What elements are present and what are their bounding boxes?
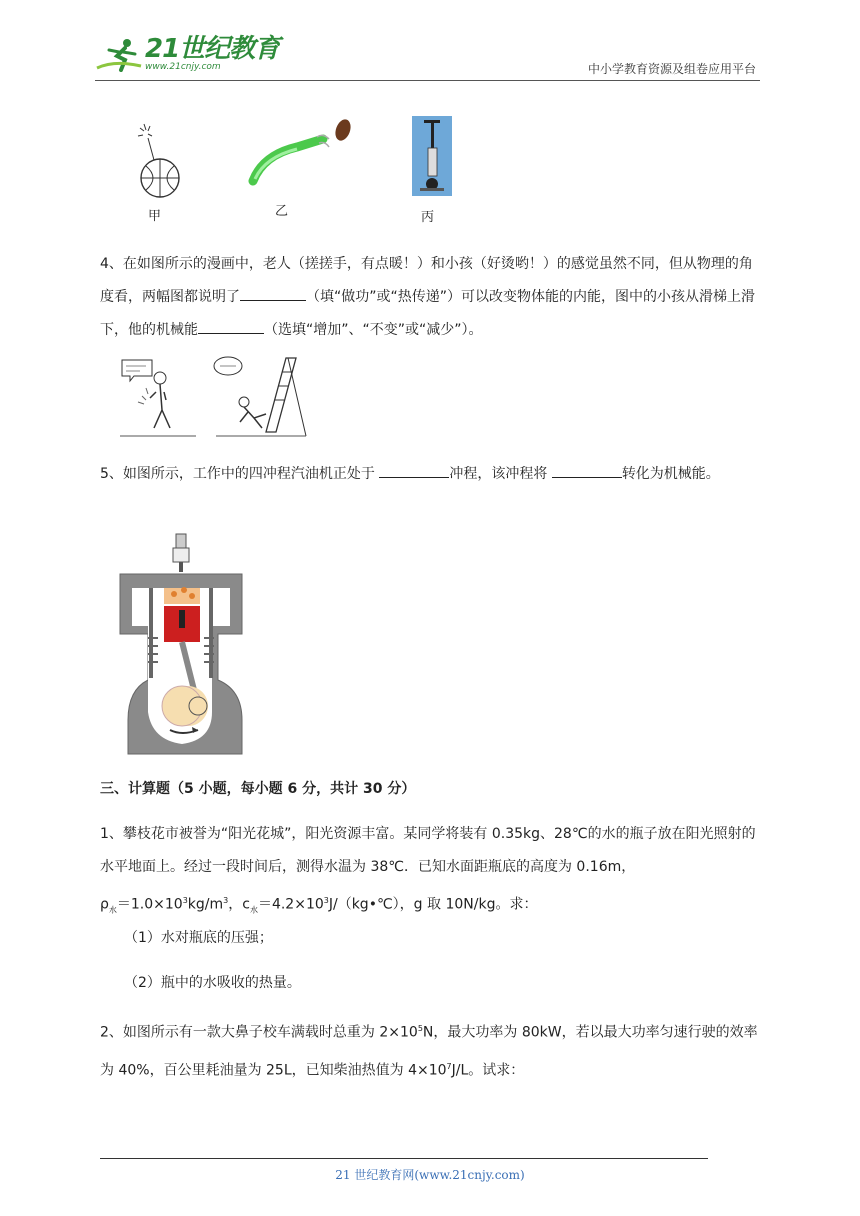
c1-rho-unit-exp: 3	[223, 896, 229, 905]
c1-rho-exp: 3	[182, 896, 188, 905]
platform-name: 中小学教育资源及组卷应用平台	[587, 62, 756, 76]
q4-text-2: （填“做功”或“热传递”）可以改变物体能的内能，图中的小孩从滑梯上滑下，他的机械能	[100, 289, 756, 338]
c2-text-a: 2、如图所示有一款大鼻子校车满载时总重为 2×10	[100, 1024, 418, 1041]
logo-title: 21世纪教育	[145, 34, 280, 64]
question-4	[100, 248, 765, 347]
figure-label-bing: 丙	[421, 210, 435, 225]
figure-label-yi: 乙	[275, 204, 289, 219]
calc-question-1	[100, 818, 765, 926]
bent-rod-figure	[245, 115, 365, 195]
c2-exp-a: 5	[417, 1024, 423, 1033]
c2-text-c: J/L。试求：	[451, 1062, 525, 1079]
q5-text-2: 冲程，该冲程将	[449, 466, 552, 482]
footer-divider	[100, 1158, 708, 1159]
c1-c-val: ＝4.2×10	[257, 896, 324, 913]
calc-1-subquestion-2: （2）瓶中的水吸收的热量。	[124, 975, 301, 991]
section-3-title: 三、计算题（5 小题，每小题 6 分，共计 30 分）	[100, 781, 416, 797]
c1-c-rest: J/（kg•℃），g 取 10N/kg。求：	[328, 896, 538, 913]
basketball-figure	[130, 120, 190, 200]
c1-c-exp: 3	[323, 896, 329, 905]
q5-blank-1[interactable]	[379, 459, 449, 478]
cartoon-figure	[116, 352, 308, 442]
c2-text-b: N，最大功率为 80kW，若以最大功率匀速行驶的效率为 40%，百公里耗油量为 25L，已知柴油热值为 4×10	[100, 1024, 758, 1079]
engine-figure	[118, 530, 244, 756]
calc-1-subquestion-1: （1）水对瓶底的压强；	[124, 930, 273, 946]
q5-text-1: 5、如图所示，工作中的四冲程汽油机正处于	[100, 466, 380, 482]
question-5	[100, 458, 765, 491]
q4-text-1: 4、在如图所示的漫画中，老人（搓搓手，有点暖！）和小孩（好烫哟！）的感觉虽然不同，但从物理的角度看，两幅图都说明了	[100, 256, 753, 305]
page-header	[95, 30, 760, 81]
footer-text[interactable]: 21 世纪教育网(www.21cnjy.com)	[335, 1168, 525, 1182]
pump-figure	[412, 116, 452, 196]
c1-rho-sub: 水	[108, 905, 117, 915]
q5-blank-2[interactable]	[552, 459, 622, 478]
c1-rho-val: ＝1.0×10	[116, 896, 183, 913]
c1-text: 1、攀枝花市被誉为“阳光花城”，阳光资源丰富。某同学将装有 0.35kg、28℃的水的瓶子放在阳光照射的水平地面上。经过一段时间后，测得水温为 38℃．已知水面距瓶底的高度为 0.16m，	[100, 826, 756, 875]
q4-blank-2[interactable]	[198, 315, 264, 334]
c1-rho-unit: kg/m	[187, 896, 224, 913]
q4-text-3: （选填“增加”、“不变”或“减少”）。	[264, 322, 483, 338]
logo	[95, 36, 279, 72]
c2-exp-b: 7	[446, 1061, 452, 1071]
c1-c: ，c	[228, 896, 250, 913]
q4-blank-1[interactable]	[240, 282, 306, 301]
runner-logo-icon	[95, 38, 143, 72]
logo-url: www.21cnjy.com	[145, 62, 221, 72]
q5-text-3: 转化为机械能。	[621, 466, 720, 482]
c1-c-sub: 水	[249, 905, 258, 915]
c1-rho: ρ	[100, 896, 109, 913]
calc-question-2	[100, 1012, 765, 1087]
figure-label-jia: 甲	[148, 209, 162, 224]
